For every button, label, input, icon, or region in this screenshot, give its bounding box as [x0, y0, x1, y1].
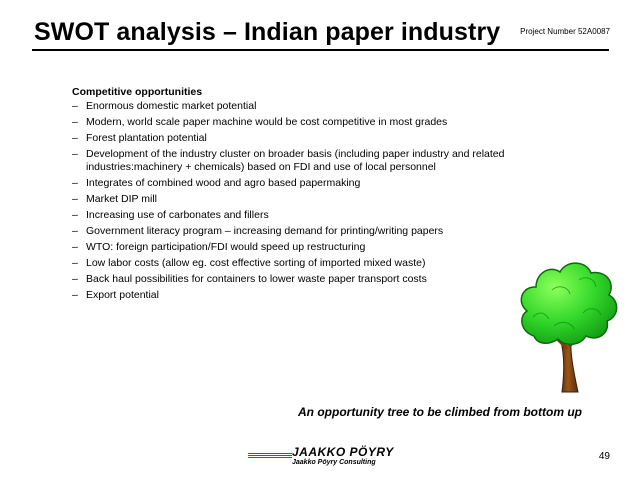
list-item: – Modern, world scale paper machine would be cost competitive in most grades [72, 116, 542, 129]
list-item: – Enormous domestic market potential [72, 100, 542, 113]
page-number: 49 [598, 451, 610, 462]
logo-subtitle: Jaakko Pöyry Consulting [292, 459, 376, 466]
list-item: – Market DIP mill [72, 193, 542, 206]
section-heading: Competitive opportunities [72, 86, 203, 98]
logo-title: JAAKKO PÖYRY [292, 445, 394, 459]
list-item: – Integrates of combined wood and agro based papermaking [72, 177, 542, 190]
tree-caption: An opportunity tree to be climbed from bottom up [298, 405, 582, 419]
project-number: Project Number 52A0087 [520, 27, 610, 36]
list-item: – Export potential [72, 289, 542, 302]
tree-canopy [521, 263, 616, 344]
page-title: SWOT analysis – Indian paper industry [34, 18, 501, 46]
list-item: – Forest plantation potential [72, 132, 542, 145]
list-item: – Development of the industry cluster on broader basis (including paper industry and related industries:machinery + chemicals) based on FDI and use of local personnel [72, 148, 542, 174]
list-item: – Increasing use of carbonates and fillers [72, 209, 542, 222]
title-divider [32, 49, 609, 51]
company-logo [248, 445, 394, 471]
logo-lines [248, 453, 292, 459]
tree-icon [516, 256, 620, 394]
list-item: – WTO: foreign participation/FDI would speed up restructuring [72, 241, 542, 254]
swot-content [72, 86, 542, 305]
list-item: – Back haul possibilities for containers to lower waste paper transport costs [72, 273, 542, 286]
list-item: – Government literacy program – increasing demand for printing/writing papers [72, 225, 542, 238]
list-item: – Low labor costs (allow eg. cost effective sorting of imported mixed waste) [72, 257, 542, 270]
opportunities-list [72, 100, 542, 302]
